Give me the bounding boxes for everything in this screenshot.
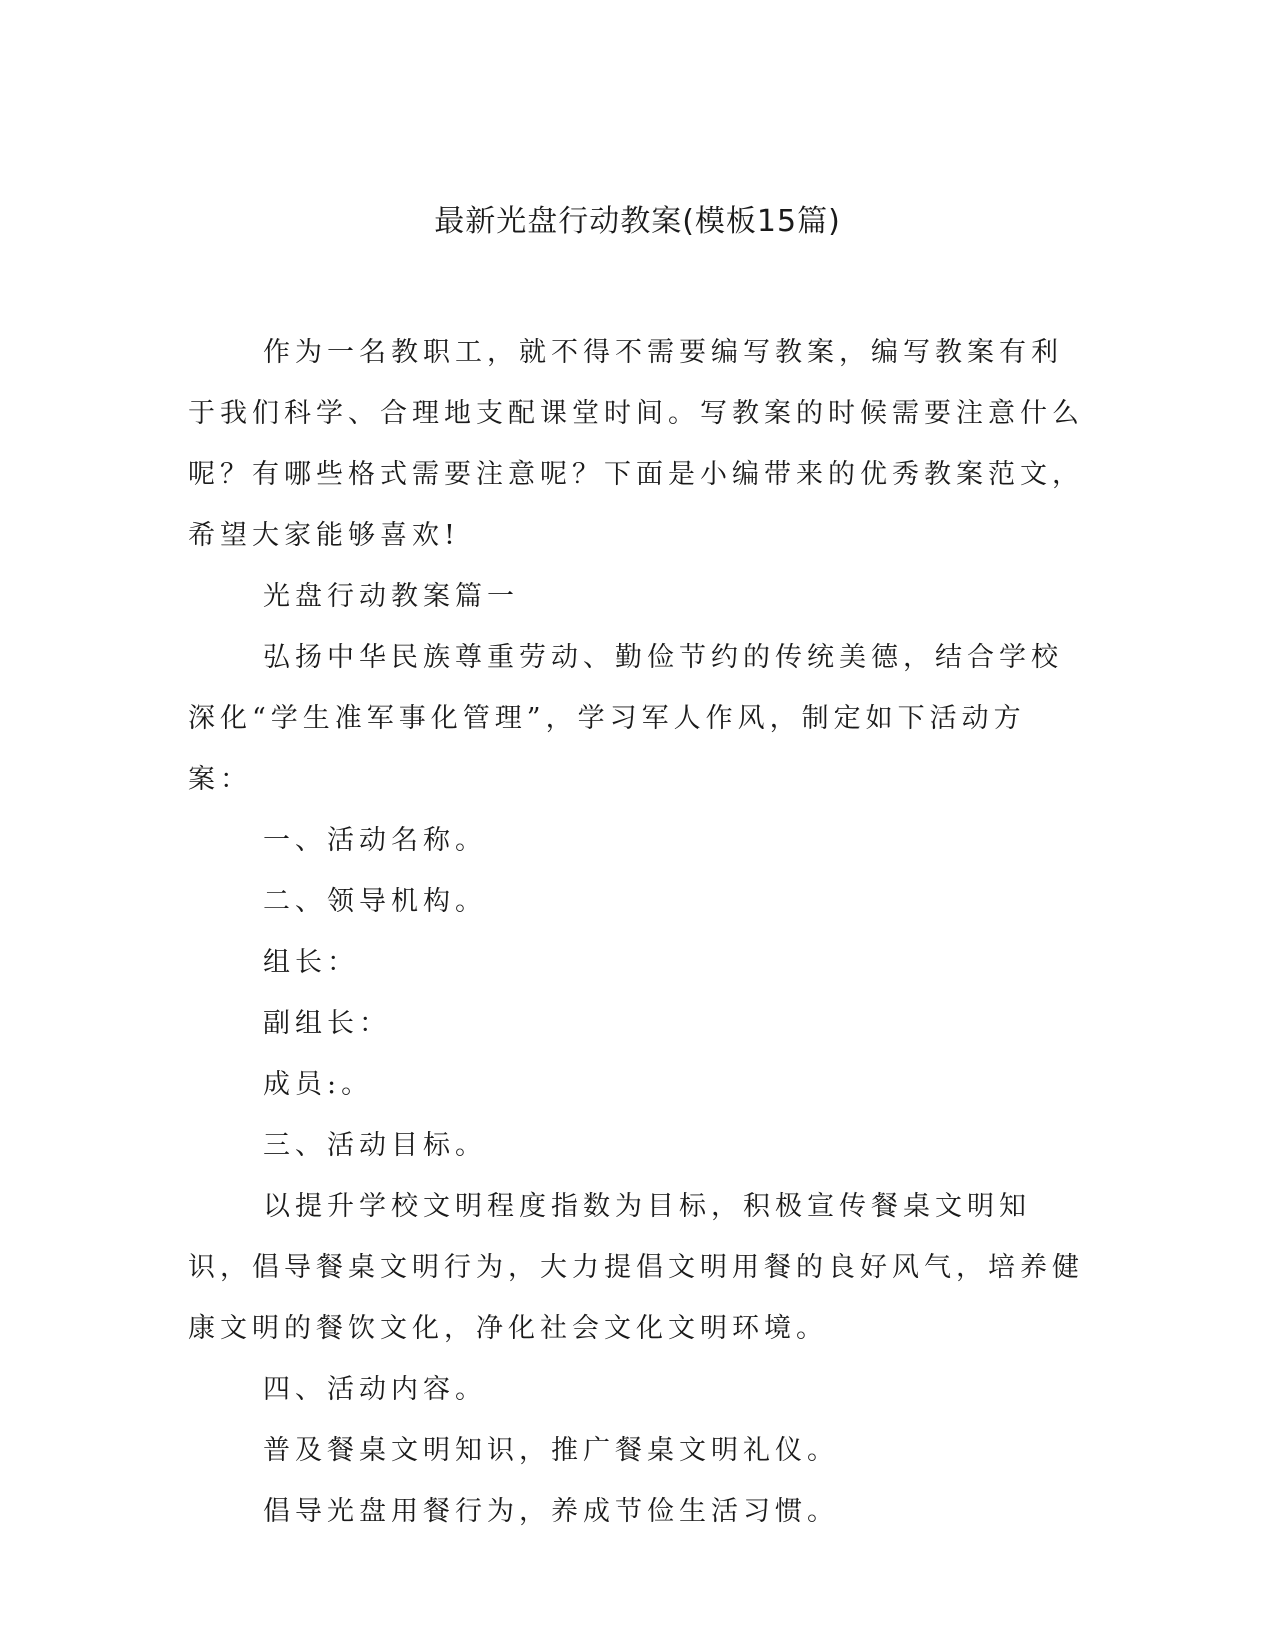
list-item: 组长： [263,947,359,978]
list-heading: 二、领导机构。 [263,886,487,917]
document-title: 最新光盘行动教案(模板15篇) [434,204,841,239]
body-paragraph: 弘扬中华民族尊重劳动、勤俭节约的传统美德，结合学校深化“学生准军事化管理”，学习军人作风，制定如下活动方案： [188,642,1063,795]
body-paragraph: 普及餐桌文明知识，推广餐桌文明礼仪。 [263,1435,839,1466]
body-paragraph: 以提升学校文明程度指数为目标，积极宣传餐桌文明知识，倡导餐桌文明行为，大力提倡文明用餐的良好风气，培养健康文明的餐饮文化，净化社会文化文明环境。 [188,1191,1084,1344]
list-heading: 一、活动名称。 [263,825,487,856]
list-heading: 四、活动内容。 [263,1374,487,1405]
document-body [188,322,1088,1542]
list-heading: 三、活动目标。 [263,1130,487,1161]
list-item: 副组长： [263,1008,391,1039]
section-heading: 光盘行动教案篇一 [263,581,519,612]
intro-paragraph: 作为一名教职工，就不得不需要编写教案，编写教案有利于我们科学、合理地支配课堂时间。写教案的时候需要注意什么呢？有哪些格式需要注意呢？下面是小编带来的优秀教案范文，希望大家能够喜欢! [188,337,1084,551]
list-item: 成员:。 [263,1069,374,1100]
body-paragraph: 倡导光盘用餐行为，养成节俭生活习惯。 [263,1496,839,1527]
